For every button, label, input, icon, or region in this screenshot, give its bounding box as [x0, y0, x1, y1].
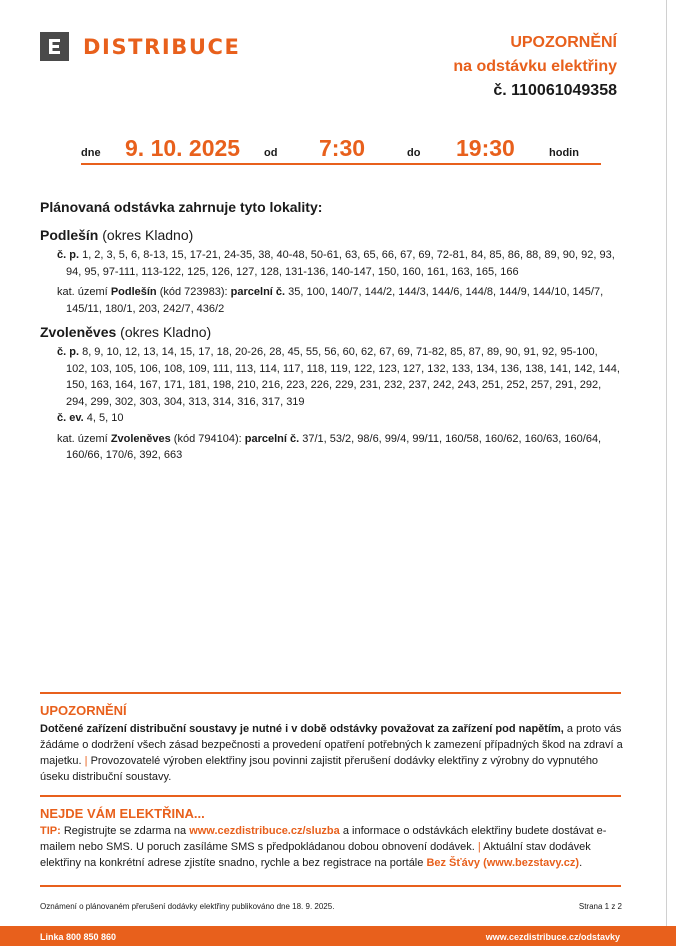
house-numbers-values: 8, 9, 10, 12, 13, 14, 15, 17, 18, 20-26, 28, 45, 55, 56, 60, 62, 67, 69, 71-82, 85, 87, 89, 90, 91, 92, 95-100, 102, 103, 105, 106, 108, 109, 111, 113, 114, 117, 118, 119, 122, 123, 127, 132, 133, 134, 136, 138, 141, 142, 144, 150, 163, 164, 167, 171, 181, 198, 210, 216, 223, 226, 229, 231, 232, 237, 242, 243, 251, 252, 257, 291, 292, 294, 299, 302, 303, 304, 313, 314, 316, 317, 319 [66, 346, 620, 408]
location-name: Podlešín [40, 227, 99, 243]
outage-schedule [81, 131, 601, 165]
hotline-number[interactable]: Linka 800 850 860 [40, 932, 117, 942]
location-address-list [57, 247, 622, 317]
location-address-list [57, 344, 622, 464]
divider [40, 692, 621, 694]
parcel-label: parcelní č. [230, 286, 286, 298]
parcel-values: 35, 100, 140/7, 144/2, 144/3, 144/6, 144/8, 144/9, 144/10, 145/7, 145/11, 180/1, 203, 242/7, 436/2 [66, 286, 604, 315]
warning-bold-text: Dotčené zařízení distribuční soustavy je nutné i v době odstávky považovat za zařízení pod napětím, [40, 723, 564, 735]
evidence-numbers-label: č. ev. [57, 412, 84, 424]
warning-producers-text: Provozovatelé výroben elektřiny jsou povinni zajistit přerušení dodávky elektřiny z výrobny do vypnutého úseku distribuční soustavy. [40, 755, 599, 783]
separator: | [477, 841, 481, 853]
parcel-label: parcelní č. [244, 432, 300, 445]
notice-subtitle: na odstávku elektřiny [453, 58, 617, 75]
service-link[interactable]: www.cezdistribuce.cz/sluzba [189, 825, 340, 837]
divider [40, 885, 621, 887]
portal-name-link[interactable]: Bez Šťávy [426, 857, 481, 869]
page-edge [666, 0, 667, 946]
cadastral-code: (kód 794104): [173, 432, 242, 445]
portal-url-link[interactable] [480, 857, 579, 869]
brand-name: DISTRIBUCE [83, 34, 241, 59]
divider [40, 795, 621, 797]
day-label: dne [81, 147, 101, 159]
location-district: (okres Kladno) [120, 324, 212, 340]
parcel-values: 37/1, 53/2, 98/6, 99/4, 99/11, 160/58, 160/62, 160/63, 160/64, 160/66, 170/6, 392, 663 [66, 432, 602, 461]
to-time: 19:30 [456, 135, 515, 161]
cadastral-label: kat. území [57, 432, 108, 445]
notice-heading [453, 31, 617, 103]
outage-date: 9. 10. 2025 [125, 135, 241, 161]
no-power-title: NEJDE VÁM ELEKTŘINA... [40, 806, 205, 821]
evidence-numbers-values: 4, 5, 10 [86, 412, 124, 424]
from-label: od [264, 147, 278, 159]
cadastral-name: Zvoleněves [110, 432, 171, 445]
footer-bar [0, 926, 676, 946]
location-name: Zvoleněves [40, 324, 117, 340]
cadastral-name: Podlešín [110, 286, 157, 298]
portal-url: (www.bezstavy.cz) [483, 857, 580, 869]
house-numbers-label: č. p. [57, 346, 80, 358]
separator: | [84, 755, 88, 767]
evidence-numbers [57, 410, 622, 427]
cez-logo-icon [40, 32, 69, 61]
location-heading [40, 324, 211, 340]
outages-website-link[interactable]: www.cezdistribuce.cz/odstavky [485, 932, 620, 942]
notification-text: a informace o odstávkách elektřiny budete dostávat e-mailem nebo SMS. U poruch zasíláme SMS s předpokládanou dobou obnovení dodávek. [40, 825, 607, 853]
notice-title: UPOZORNĚNÍ [510, 34, 617, 51]
to-label: do [407, 147, 421, 159]
location-district: (okres Kladno) [102, 227, 194, 243]
cadastral-label: kat. území [57, 286, 108, 298]
sentence-end: . [579, 857, 583, 869]
page-number: Strana 1 z 2 [578, 902, 622, 911]
no-power-text [40, 823, 625, 871]
notice-number: č. 110061049358 [493, 82, 617, 99]
cadastral-parcels [57, 284, 622, 317]
register-text: Registrujte se zdarma na [63, 825, 187, 837]
portal-text: Aktuální stav dodávek elektřiny na konkrétní adrese zjistíte snadno, rychle a bez registrace na portále [40, 841, 591, 869]
house-numbers-label: č. p. [57, 249, 80, 261]
locations-intro: Plánovaná odstávka zahrnuje tyto lokality: [40, 199, 323, 215]
hours-label: hodin [549, 147, 579, 159]
published-note: Oznámení o plánovaném přerušení dodávky elektřiny publikováno dne 18. 9. 2025. [40, 902, 335, 911]
location-heading [40, 227, 193, 243]
house-numbers [57, 344, 622, 410]
house-numbers-values: 1, 2, 3, 5, 6, 8-13, 15, 17-21, 24-35, 38, 40-48, 50-61, 63, 65, 66, 67, 69, 72-81, 84, 85, 86, 88, 89, 90, 92, 93, 94, 95, 97-111, 113-122, 125, 126, 127, 128, 131-136, 140-147, 150, 160, 161, 163, 165, 166 [66, 249, 615, 278]
house-numbers [57, 247, 622, 280]
warning-safety-text: a proto vás žádáme o dodržení všech zásad bezpečnosti a provedení opatření potřebných k zamezení případných škod na zdraví a majetku. [40, 723, 623, 767]
warning-title: UPOZORNĚNÍ [40, 703, 127, 718]
warning-text [40, 721, 625, 785]
brand-logo [40, 32, 241, 61]
from-time: 7:30 [319, 135, 366, 161]
cadastral-code: (kód 723983): [159, 286, 228, 298]
cadastral-parcels [57, 431, 622, 464]
tip-label: TIP: [40, 825, 61, 837]
